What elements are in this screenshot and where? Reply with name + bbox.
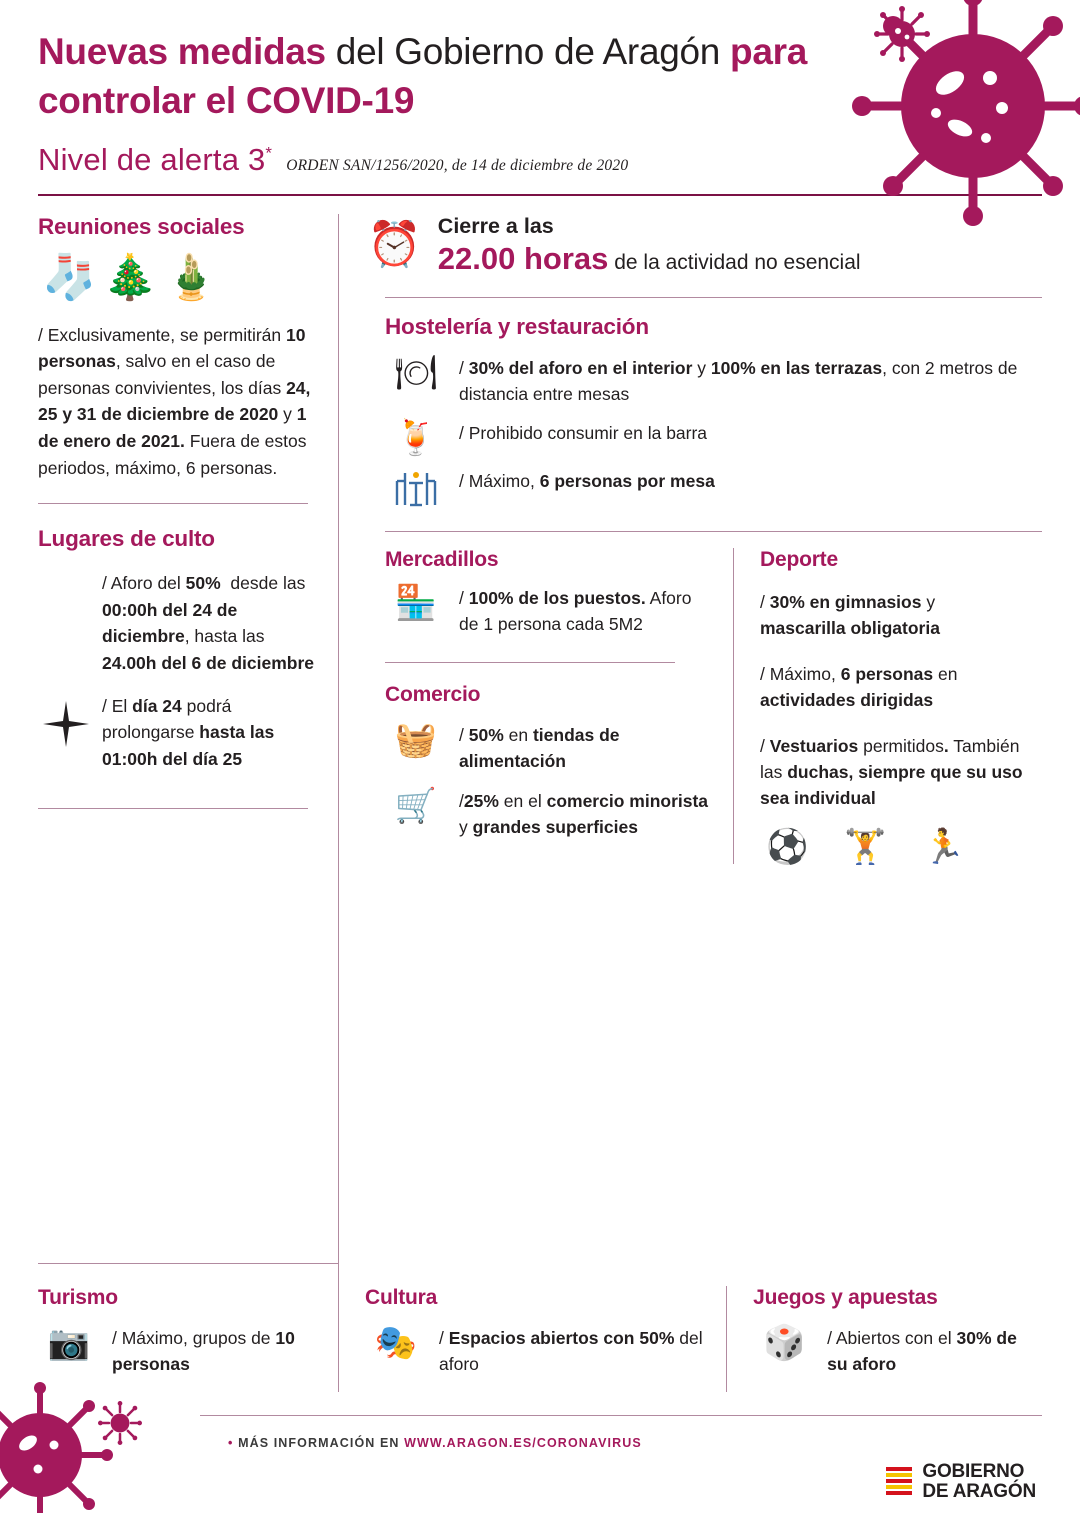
mercadillos-text: / 100% de los puestos. Aforo de 1 persona cada 5M2 <box>459 588 692 635</box>
cultura-text: / Espacios abiertos con 50% del aforo <box>439 1328 703 1375</box>
divider-left-1 <box>38 503 308 504</box>
page-title <box>38 28 868 126</box>
title-accent-2: para controlar el COVID-19 <box>38 31 808 121</box>
section-title-turismo: Turismo <box>38 1286 118 1310</box>
left-column <box>38 214 338 1336</box>
hosteleria-item <box>385 419 1042 458</box>
section-title-comercio: Comercio <box>385 683 481 707</box>
weightlifting-icon: 🏋 <box>844 827 887 866</box>
aragon-flag-icon <box>886 1467 912 1497</box>
turismo-text: / Máximo, grupos de 10 personas <box>112 1328 295 1375</box>
section-title-cultura: Cultura <box>365 1286 438 1310</box>
closing-label: Cierre a las <box>437 213 554 238</box>
section-title-mercadillos: Mercadillos <box>385 548 499 572</box>
divider-bottom-left <box>38 1263 338 1264</box>
divider-left-2 <box>38 808 308 809</box>
hosteleria-item-text: / Prohibido consumir en la barra <box>459 423 708 444</box>
section-title-reuniones: Reuniones sociales <box>38 213 245 239</box>
coronavirus-graphic-small-bottom <box>98 1401 142 1450</box>
christmas-stocking-icon: 🧦 <box>42 252 97 302</box>
worship-icon-spacer <box>38 570 94 578</box>
cocktail-icon: 🍹 <box>394 419 438 458</box>
section-title-deporte: Deporte <box>760 548 838 572</box>
hosteleria-item-text: / Máximo, 6 personas por mesa <box>459 471 715 492</box>
football-icon: ⚽ <box>766 827 809 866</box>
shopping-basket-icon: 🧺 <box>394 721 438 760</box>
alert-level-asterisk: * <box>265 143 273 163</box>
comercio-text: /25% en el comercio minorista y grandes superficies <box>459 791 709 837</box>
band-mercadillos-deporte <box>367 548 1042 866</box>
culto-item-2: / El día 24 podrá prolongarse hasta las 01:00h del día 25 <box>102 695 275 769</box>
table-chairs-icon <box>385 469 447 509</box>
alert-level-text: Nivel de alerta 3 <box>38 141 266 177</box>
order-reference: ORDEN SAN/1256/2020, de 14 de diciembre de 2020 <box>286 156 629 174</box>
main-content <box>0 196 1080 1336</box>
theatre-masks-icon: 🎭 <box>374 1324 418 1363</box>
sparkle-star-icon <box>38 693 94 747</box>
hosteleria-item <box>385 469 1042 509</box>
comercio-text: / 50% en tiendas de alimentación <box>459 725 620 772</box>
closing-hours: 22.00 horas <box>437 240 609 276</box>
gobierno-de-aragon-logo <box>886 1462 1036 1502</box>
food-cloche-icon: 🍽 <box>394 353 438 392</box>
market-stall-icon: 🏪 <box>394 584 438 623</box>
dice-icon: 🎲 <box>762 1324 806 1363</box>
divider-right-2 <box>385 531 1042 532</box>
gobierno-line2: DE ARAGÓN <box>922 1481 1036 1503</box>
divider-right-3 <box>385 662 675 663</box>
section-title-hosteleria: Hostelería y restauración <box>385 313 649 339</box>
header <box>0 0 1080 178</box>
bullet-icon: • <box>228 1436 234 1450</box>
divider-right-1 <box>385 297 1042 298</box>
deporte-item: / 30% en gimnasios y mascarilla obligatoria <box>760 592 940 639</box>
title-accent-1: Nuevas medidas <box>38 31 326 72</box>
shopping-cart-icon: 🛒 <box>394 787 438 825</box>
deporte-item: / Vestuarios permitidos. También las duchas, siempre que su uso sea individual <box>760 736 1023 808</box>
more-info-line <box>228 1436 642 1450</box>
section-title-juegos: Juegos y apuestas <box>753 1286 938 1310</box>
gobierno-line1: GOBIERNO <box>922 1461 1025 1483</box>
more-info-label: MÁS INFORMACIÓN EN <box>238 1436 405 1450</box>
right-column <box>338 214 1042 1336</box>
christmas-bauble-icon: 🎍 <box>163 252 219 302</box>
alert-level <box>38 142 272 178</box>
reuniones-text: / Exclusivamente, se permitirán 10 personas, salvo en el caso de personas convivientes, los días 24, 25 y 31 de diciembre de 2020 y 1 de enero de 2021. Fuera de estos periodos, máximo, 6 personas. <box>38 324 311 478</box>
alarm-clock-icon: ⏰ <box>367 220 422 270</box>
juegos-text: / Abiertos con el 30% de su aforo <box>827 1328 1017 1375</box>
footer-divider <box>200 1415 1042 1416</box>
deporte-item: / Máximo, 6 personas en actividades dirigidas <box>760 664 958 711</box>
culto-item-1: / Aforo del 50% desde las 00:00h del 24 de diciembre, hasta las 24.00h del 6 de diciembre <box>102 573 315 673</box>
sport-icons <box>760 827 1024 866</box>
section-title-culto: Lugares de culto <box>38 526 215 552</box>
hosteleria-item-text: / 30% del aforo en el interior y 100% en las terrazas, con 2 metros de distancia entre mesas <box>459 357 1018 404</box>
title-plain: del Gobierno de Aragón <box>325 31 731 72</box>
coronavirus-url-link[interactable]: WWW.ARAGON.ES/CORONAVIRUS <box>404 1436 642 1450</box>
hosteleria-item <box>385 353 1042 408</box>
closing-rest: de la actividad no esencial <box>608 250 861 274</box>
christmas-icons <box>42 252 318 302</box>
bottom-band <box>38 1263 1042 1392</box>
christmas-tree-icon: 🎄 <box>102 252 158 302</box>
camera-icon: 📷 <box>47 1324 91 1363</box>
running-icon: 🏃 <box>922 827 966 866</box>
